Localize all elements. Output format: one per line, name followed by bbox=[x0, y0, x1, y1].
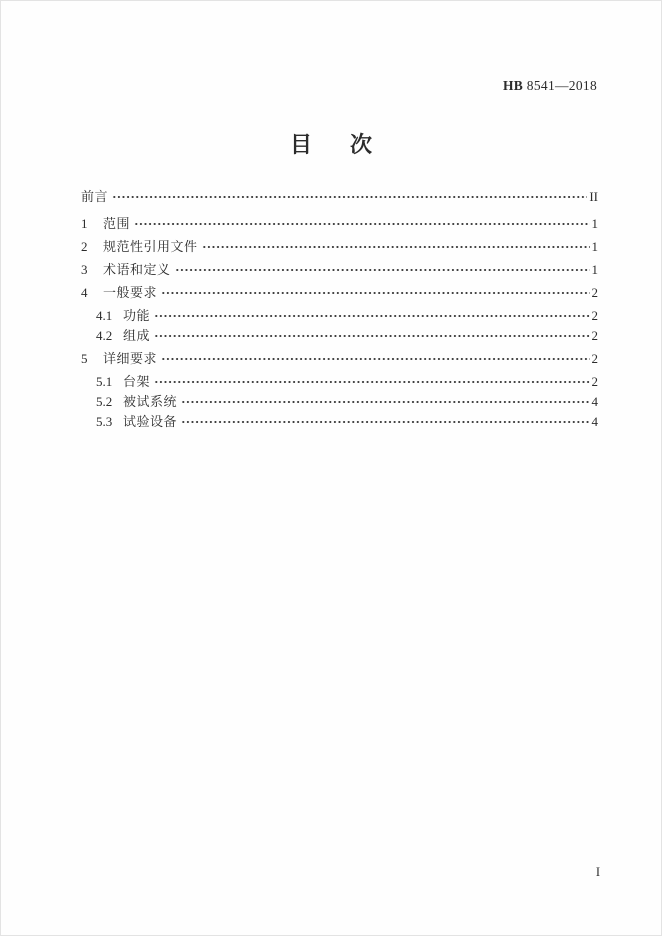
toc-entry-2 bbox=[81, 240, 598, 254]
toc-entry-page: 2 bbox=[591, 285, 598, 300]
page-title-char-left: 目 bbox=[289, 132, 312, 157]
toc-entry-number: 5 bbox=[81, 351, 88, 366]
toc-entry-4 bbox=[81, 286, 598, 300]
dot-leader bbox=[134, 217, 589, 231]
standard-number bbox=[503, 78, 597, 94]
toc-entry-number: 1 bbox=[81, 216, 88, 231]
toc-entry-label: 组成 bbox=[123, 328, 151, 343]
footer-page-number: I bbox=[595, 865, 600, 879]
toc-entry-page: II bbox=[589, 189, 598, 204]
standard-number-prefix: HB bbox=[503, 78, 524, 93]
page-title-char-right: 次 bbox=[350, 132, 373, 157]
toc-entry-page: 1 bbox=[591, 239, 598, 254]
toc-entry-label: 术语和定义 bbox=[103, 262, 171, 277]
dot-leader bbox=[202, 240, 590, 254]
toc-entry-label: 前言 bbox=[81, 189, 109, 204]
toc-entry-page: 1 bbox=[591, 216, 598, 231]
toc-entry-label: 一般要求 bbox=[103, 285, 158, 300]
toc-entry-3 bbox=[81, 263, 598, 277]
toc-entry-number: 4.2 bbox=[96, 328, 113, 343]
toc-entry-page: 4 bbox=[591, 414, 598, 429]
table-of-contents bbox=[81, 190, 598, 435]
toc-entry-4-1 bbox=[81, 309, 598, 323]
toc-entry-page: 4 bbox=[591, 394, 598, 409]
toc-entry-number: 5.1 bbox=[96, 374, 113, 389]
dot-leader bbox=[175, 263, 590, 277]
dot-leader bbox=[154, 375, 589, 389]
dot-leader bbox=[161, 352, 589, 366]
toc-entry-label: 试验设备 bbox=[123, 414, 178, 429]
toc-entry-label: 范围 bbox=[103, 216, 131, 231]
dot-leader bbox=[112, 190, 587, 204]
toc-entry-label: 被试系统 bbox=[123, 394, 178, 409]
toc-entry-label: 功能 bbox=[123, 308, 151, 323]
toc-entry-number: 4 bbox=[81, 285, 88, 300]
page-title bbox=[1, 132, 661, 158]
dot-leader bbox=[154, 309, 589, 323]
toc-entry-1 bbox=[81, 217, 598, 231]
toc-entry-number: 5.2 bbox=[96, 394, 113, 409]
toc-entry-foreword bbox=[81, 190, 598, 204]
toc-entry-number: 5.3 bbox=[96, 414, 113, 429]
toc-entry-page: 2 bbox=[591, 308, 598, 323]
toc-entry-number: 3 bbox=[81, 262, 88, 277]
toc-entry-page: 2 bbox=[591, 351, 598, 366]
dot-leader bbox=[181, 395, 589, 409]
toc-entry-5-1 bbox=[81, 375, 598, 389]
dot-leader bbox=[181, 415, 589, 429]
toc-entry-page: 1 bbox=[591, 262, 598, 277]
dot-leader bbox=[154, 329, 589, 343]
toc-entry-5 bbox=[81, 352, 598, 366]
toc-entry-page: 2 bbox=[591, 328, 598, 343]
toc-entry-number: 2 bbox=[81, 239, 88, 254]
toc-entry-label: 详细要求 bbox=[103, 351, 158, 366]
standard-number-value: 8541—2018 bbox=[526, 78, 597, 93]
toc-entry-label: 台架 bbox=[123, 374, 151, 389]
toc-entry-4-2 bbox=[81, 329, 598, 343]
toc-entry-label: 规范性引用文件 bbox=[103, 239, 198, 254]
dot-leader bbox=[161, 286, 589, 300]
toc-entry-page: 2 bbox=[591, 374, 598, 389]
toc-entry-5-2 bbox=[81, 395, 598, 409]
toc-entry-5-3 bbox=[81, 415, 598, 429]
toc-entry-number: 4.1 bbox=[96, 308, 113, 323]
